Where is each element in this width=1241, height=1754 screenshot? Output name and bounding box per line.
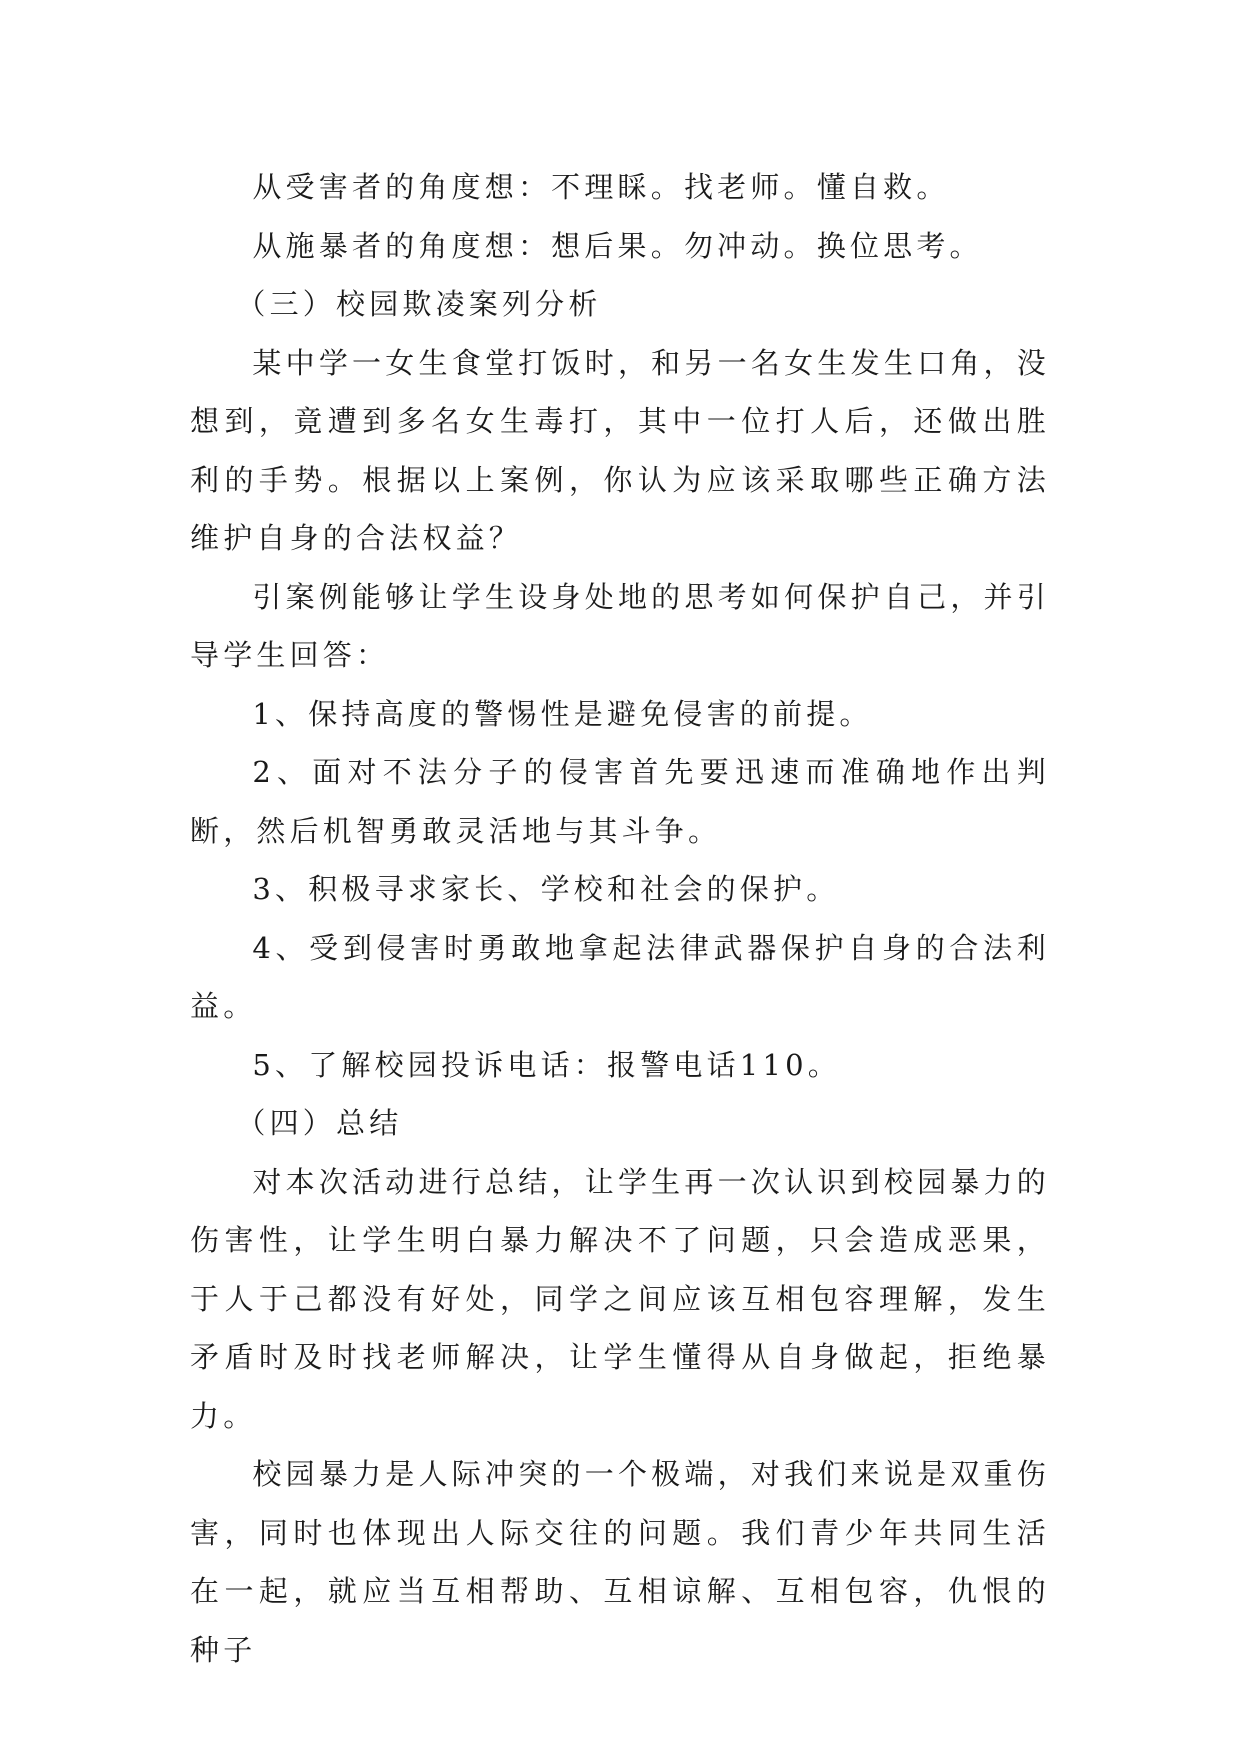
list-item-1: 1、保持高度的警惕性是避免侵害的前提。 xyxy=(252,696,873,731)
section-heading-case-analysis: （三）校园欺凌案列分析 xyxy=(236,287,602,321)
section-heading-summary: （四）总结 xyxy=(236,1106,403,1140)
list-item-5: 5、了解校园投诉电话：报警电话110。 xyxy=(252,1047,841,1082)
paragraph-perpetrator-perspective: 从施暴者的角度想：想后果。勿冲动。换位思考。 xyxy=(252,228,983,263)
list-item-2: 2、面对不法分子的侵害首先要迅速而准确地作出判断，然后机智勇敢灵活地与其斗争。 xyxy=(190,755,1050,848)
paragraph-summary: 对本次活动进行总结，让学生再一次认识到校园暴力的伤害性，让学生明白暴力解决不了问题，只会造成恶果，于人于己都没有好处，同学之间应该互相包容理解，发生矛盾时及时找老师解决，让学生懂得从自身做起，拒绝暴力。 xyxy=(190,1164,1050,1433)
document-body xyxy=(190,158,1050,1679)
paragraph-conclusion: 校园暴力是人际冲突的一个极端，对我们来说是双重伤害，同时也体现出人际交往的问题。我们青少年共同生活在一起，就应当互相帮助、互相谅解、互相包容，仇恨的种子 xyxy=(190,1457,1050,1667)
paragraph-victim-perspective: 从受害者的角度想：不理睬。找老师。懂自救。 xyxy=(252,170,950,204)
list-item-4: 4、受到侵害时勇敢地拿起法律武器保护自身的合法利益。 xyxy=(190,930,1050,1023)
paragraph-case-guidance: 引案例能够让学生设身处地的思考如何保护自己，并引导学生回答： xyxy=(190,579,1050,672)
paragraph-case-description: 某中学一女生食堂打饭时，和另一名女生发生口角，没想到，竟遭到多名女生毒打，其中一位打人后，还做出胜利的手势。根据以上案例，你认为应该采取哪些正确方法维护自身的合法权益？ xyxy=(190,345,1050,555)
list-item-3: 3、积极寻求家长、学校和社会的保护。 xyxy=(252,872,840,906)
